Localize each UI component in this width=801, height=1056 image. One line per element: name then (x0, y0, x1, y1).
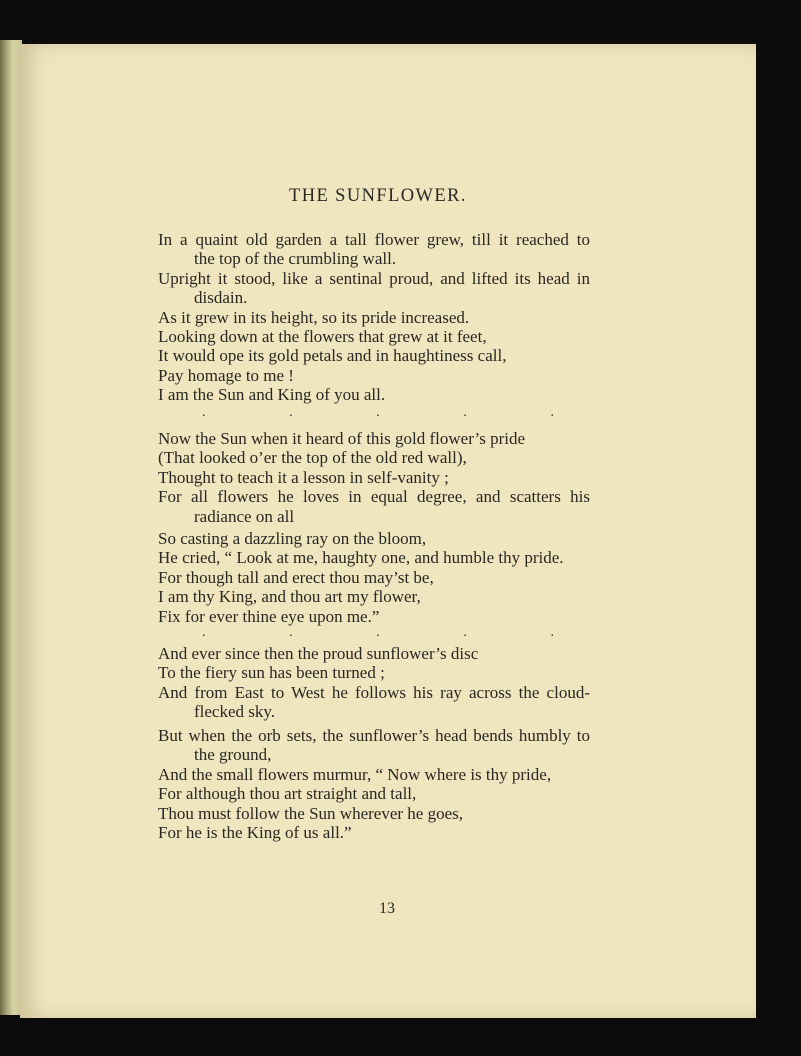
poem-title: THE SUNFLOWER. (289, 186, 467, 206)
separator-dot: . (550, 625, 554, 640)
separator-dot: . (289, 405, 293, 420)
verse-line: the top of the crumbling wall. (194, 249, 397, 269)
verse-line: I am thy King, and thou art my flower, (158, 587, 421, 607)
verse-line: Now the Sun when it heard of this gold flower’s pride (158, 429, 526, 448)
stanza-2 (158, 429, 628, 526)
verse-line: For although thou art straight and tall, (158, 784, 417, 804)
verse-line: the ground, (194, 745, 272, 765)
verse-line: flecked sky. (194, 702, 276, 722)
verse-line: Pay homage to me ! (158, 365, 294, 385)
separator-dot: . (463, 625, 467, 640)
verse-line: And the small flowers murmur, “ Now where is thy pride, (158, 764, 552, 784)
verse-line: It would ope its gold petals and in haughtiness call, (158, 346, 507, 366)
verse-line: And from East to West he follows his ray across the cloud- (158, 682, 590, 702)
verse-line: radiance on all (194, 506, 295, 526)
separator-dot: . (376, 625, 380, 640)
verse-line: Looking down at the flowers that grew at it feet, (158, 327, 487, 347)
verse-line: So casting a dazzling ray on the bloom, (158, 529, 427, 548)
section-separator-dots (202, 406, 554, 420)
verse-line: Fix for ever thine eye upon me.” (158, 606, 380, 626)
separator-dot: . (376, 405, 380, 420)
stanza-4 (158, 644, 628, 722)
verse-line: And ever since then the proud sunflower’s disc (158, 644, 479, 663)
stanza-3 (158, 529, 628, 626)
section-separator-dots (202, 626, 554, 640)
verse-line: Thought to teach it a lesson in self-vanity ; (158, 467, 449, 487)
verse-line: He cried, “ Look at me, haughty one, and humble thy pride. (158, 548, 564, 568)
verse-line: In a quaint old garden a tall flower grew, till it reached to (158, 230, 590, 249)
verse-line: (That looked o’er the top of the old red wall), (158, 448, 467, 468)
separator-dot: . (289, 625, 293, 640)
page-number: 13 (379, 900, 395, 917)
stanza-1 (158, 230, 628, 405)
verse-line: For all flowers he loves in equal degree, and scatters his (158, 487, 590, 507)
verse-line: To the fiery sun has been turned ; (158, 663, 385, 683)
separator-dot: . (463, 405, 467, 420)
book-binding-edge (0, 40, 22, 1015)
stanza-5 (158, 726, 628, 842)
verse-line: I am the Sun and King of you all. (158, 385, 386, 405)
book-page (20, 44, 756, 1018)
verse-line: As it grew in its height, so its pride increased. (158, 307, 470, 327)
verse-line: But when the orb sets, the sunflower’s head bends humbly to (158, 726, 590, 745)
separator-dot: . (202, 405, 206, 420)
verse-line: Upright it stood, like a sentinal proud, and lifted its head in (158, 268, 590, 288)
separator-dot: . (202, 625, 206, 640)
verse-line: For though tall and erect thou may’st be, (158, 567, 434, 587)
separator-dot: . (550, 405, 554, 420)
verse-line: For he is the King of us all.” (158, 823, 352, 843)
verse-line: disdain. (194, 288, 248, 308)
verse-line: Thou must follow the Sun wherever he goes, (158, 803, 463, 823)
